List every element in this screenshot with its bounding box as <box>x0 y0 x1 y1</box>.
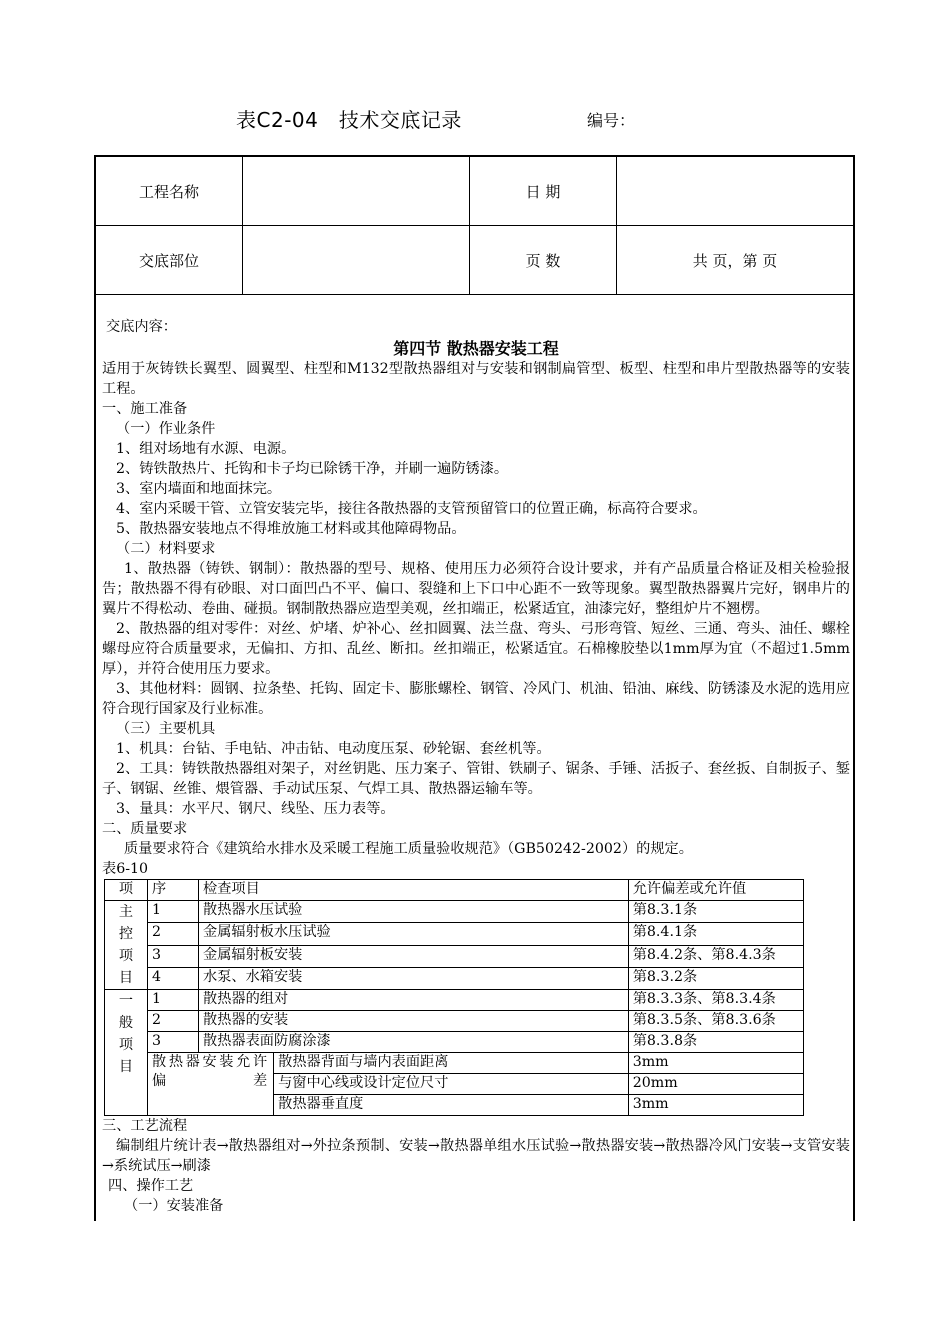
info-row-2 <box>96 226 853 295</box>
heading-preparation: 一、施工准备 <box>102 401 188 417</box>
content-area <box>102 317 850 1216</box>
row-item: 与窗中心线或设计定位尺寸 <box>274 1074 629 1095</box>
row-value: 第8.3.3条、第8.3.4条 <box>628 990 803 1011</box>
row-no: 1 <box>148 990 199 1011</box>
table-row <box>105 1011 804 1032</box>
condition-4: 4、室内采暖干管、立管安装完毕，接往各散热器的支管预留管口的位置正确，标高符合要求。 <box>116 501 707 517</box>
subheading-conditions: （一）作业条件 <box>116 421 216 437</box>
quality-paragraph: 质量要求符合《建筑给水排水及采暖工程施工质量验收规范》（GB50242-2002）的规定。 <box>124 841 693 857</box>
row-no: 3 <box>148 945 199 967</box>
header-item: 检查项目 <box>199 880 629 901</box>
document-title: 表C2-04 技术交底记录 <box>236 108 462 132</box>
project-name-label: 工程名称 <box>96 157 243 226</box>
intro-paragraph: 适用于灰铸铁长翼型、圆翼型、柱型和M132型散热器组对与安装和钢制扁管型、板型、柱型和串片型散热器等的安装工程。 <box>102 361 850 397</box>
row-no: 3 <box>148 1032 199 1053</box>
header-no: 序 <box>148 880 199 901</box>
tool-3: 3、量具：水平尺、钢尺、线坠、压力表等。 <box>116 801 395 817</box>
row-item: 散热器水压试验 <box>199 901 629 923</box>
row-item: 散热器的安装 <box>199 1011 629 1032</box>
header-value: 允许偏差或允许值 <box>628 880 803 901</box>
content-label: 交底内容： <box>106 319 177 335</box>
info-table <box>96 157 853 295</box>
serial-number-label: 编号： <box>587 111 636 130</box>
process-flow: 编制组片统计表→散热器组对→外拉条预制、安装→散热器单组水压试验→散热器安装→散热器冷风门安装→支管安装→系统试压→刷漆 <box>102 1138 850 1174</box>
material-2: 2、散热器的组对零件：对丝、炉堵、炉补心、丝扣圆翼、法兰盘、弯头、弓形弯管、短丝、三通、弯头、油任、螺栓螺母应符合质量要求，无偏扣、方扣、乱丝、断扣。丝扣端正，松紧适宜。石棉橡胶垫以1mm厚为宜（不超过1.5mm厚），并符合使用压力要求。 <box>102 621 850 677</box>
table-row <box>105 967 804 989</box>
row-item: 水泵、水箱安装 <box>199 967 629 989</box>
subheading-materials: （二）材料要求 <box>116 541 216 557</box>
row-item: 金属辐射板水压试验 <box>199 923 629 945</box>
row-value: 第8.3.2条 <box>628 967 803 989</box>
section-title: 第四节 散热器安装工程 <box>393 339 559 358</box>
header-row <box>0 104 950 134</box>
row-item: 散热器垂直度 <box>274 1095 629 1116</box>
row-no: 4 <box>148 967 199 989</box>
row-value: 第8.3.5条、第8.3.6条 <box>628 1011 803 1032</box>
part-field[interactable] <box>243 226 470 295</box>
row-value: 第8.4.1条 <box>628 923 803 945</box>
quality-table <box>104 879 804 1116</box>
subheading-install-prep: （一）安装准备 <box>124 1198 224 1214</box>
table-row <box>105 1053 804 1074</box>
row-item: 散热器的组对 <box>199 990 629 1011</box>
tool-2: 2、工具：铸铁散热器组对架子，对丝钥匙、压力案子、管钳、铁刷子、锯条、手锤、活扳子、套丝扳、自制扳子、錾子、钢锯、丝锥、煨管器、手动试压泵、气焊工具、散热器运输车等。 <box>102 761 850 797</box>
subheading-tools: （三）主要机具 <box>116 721 216 737</box>
condition-3: 3、室内墙面和地面抹完。 <box>116 481 282 497</box>
row-item: 散热器背面与墙内表面距离 <box>274 1053 629 1074</box>
pages-label: 页 数 <box>470 226 617 295</box>
material-1: 1、散热器（铸铁、钢制）：散热器的型号、规格、使用压力必须符合设计要求，并有产品质量合格证及相关检验报告；散热器不得有砂眼、对口面凹凸不平、偏口、裂缝和上下口中心距不一致等现象。翼型散热器翼片完好，钢串片的翼片不得松动、卷曲、碰损。钢制散热器应造型美观，丝扣端正，松紧适宜，油漆完好，整组炉片不翘楞。 <box>102 561 850 617</box>
row-value: 20mm <box>628 1074 803 1095</box>
row-value: 3mm <box>628 1053 803 1074</box>
table-row <box>105 901 804 923</box>
condition-5: 5、散热器安装地点不得堆放施工材料或其他障碍物品。 <box>116 521 466 537</box>
row-value: 3mm <box>628 1095 803 1116</box>
table-row <box>105 1032 804 1053</box>
table-label: 表6-10 <box>102 861 149 877</box>
main-group-label: 主 控 项 目 <box>105 901 148 990</box>
row-item: 散热器表面防腐涂漆 <box>199 1032 629 1053</box>
date-label: 日 期 <box>470 157 617 226</box>
row-item: 金属辐射板安装 <box>199 945 629 967</box>
condition-1: 1、组对场地有水源、电源。 <box>116 441 296 457</box>
header-category: 项 <box>105 880 148 901</box>
heading-process: 三、工艺流程 <box>102 1118 188 1134</box>
row-no: 2 <box>148 923 199 945</box>
table-row <box>105 923 804 945</box>
general-group-label: 一 般 项 目 <box>105 990 148 1116</box>
condition-2: 2、铸铁散热片、托钩和卡子均已除锈干净，并刷一遍防锈漆。 <box>116 461 509 477</box>
row-no: 1 <box>148 901 199 923</box>
pages-field[interactable]: 共 页，第 页 <box>617 226 854 295</box>
info-row-1 <box>96 157 853 226</box>
row-value: 第8.4.2条、第8.4.3条 <box>628 945 803 967</box>
table-row <box>105 990 804 1011</box>
quality-table-header <box>105 880 804 901</box>
table-row <box>105 945 804 967</box>
row-value: 第8.3.1条 <box>628 901 803 923</box>
tool-1: 1、机具：台钻、手电钻、冲击钻、电动度压泵、砂轮锯、套丝机等。 <box>116 741 551 757</box>
project-name-field[interactable] <box>243 157 470 226</box>
record-frame <box>94 155 855 1221</box>
date-field[interactable] <box>617 157 854 226</box>
material-3: 3、其他材料：圆钢、拉条垫、托钩、固定卡、膨胀螺栓、钢管、冷风门、机油、铅油、麻线、防锈漆及水泥的选用应符合现行国家及行业标准。 <box>102 681 850 717</box>
row-value: 第8.3.8条 <box>628 1032 803 1053</box>
part-label: 交底部位 <box>96 226 243 295</box>
heading-quality: 二、质量要求 <box>102 821 188 837</box>
heading-operation: 四、操作工艺 <box>108 1178 194 1194</box>
row-no: 2 <box>148 1011 199 1032</box>
tolerance-label: 散热器安装允许偏差 <box>148 1053 274 1116</box>
